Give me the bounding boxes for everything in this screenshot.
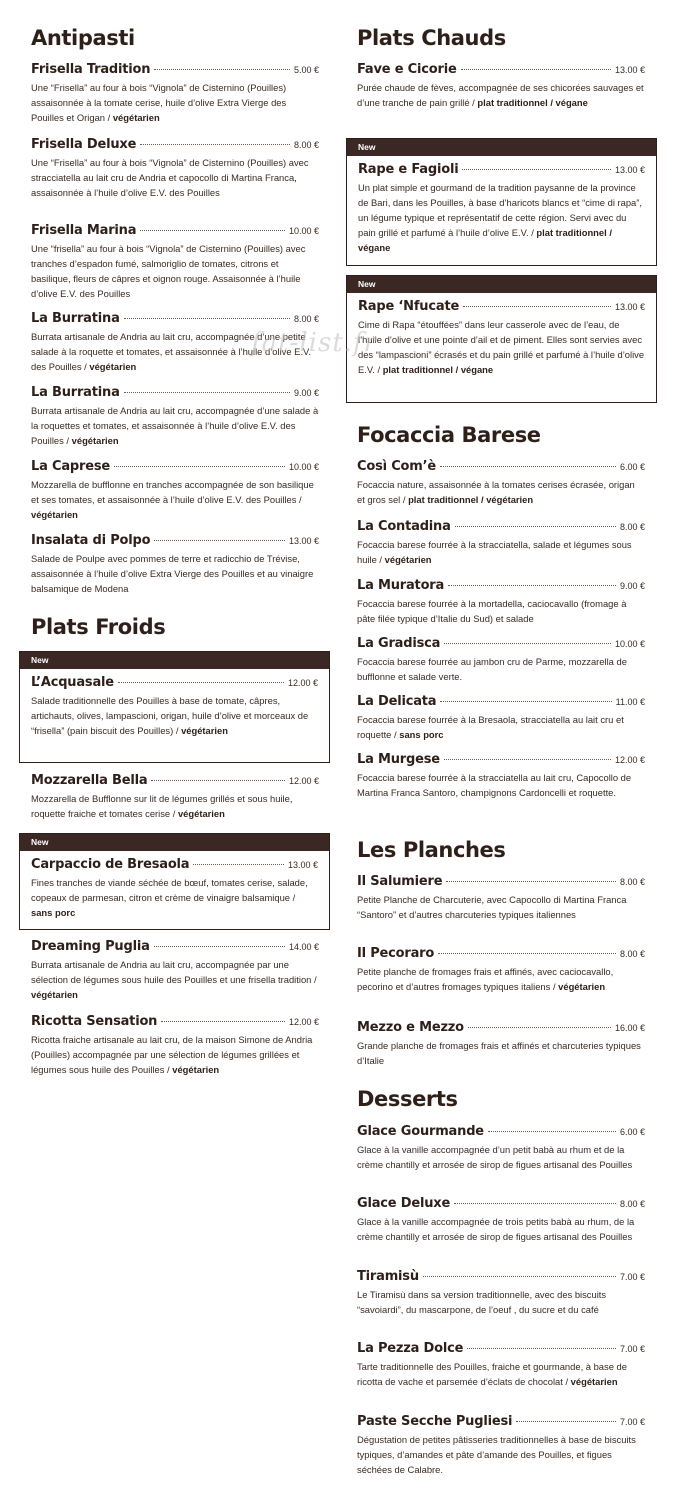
item-price: 8.00 €: [619, 877, 645, 887]
dot-leader: [440, 466, 616, 467]
menu-item: [31, 533, 319, 596]
menu-item: [357, 694, 645, 742]
menu-item: [357, 946, 645, 994]
item-name: La Gradisca: [357, 636, 441, 651]
menu-item: [31, 675, 318, 738]
item-price: 12.00 €: [288, 776, 319, 786]
dot-leader: [461, 69, 611, 70]
menu-item: [357, 752, 645, 800]
menu-item: [358, 162, 645, 255]
item-price: 14.00 €: [288, 942, 319, 952]
item-name: Carpaccio de Bresaola: [31, 857, 190, 872]
item-tag: végétarien: [558, 981, 606, 992]
item-price: 9.00 €: [619, 581, 645, 591]
menu-item: [31, 137, 319, 200]
dot-leader: [467, 1348, 616, 1349]
item-name: La Delicata: [357, 694, 437, 709]
dot-leader: [468, 1027, 611, 1028]
menu-item: [357, 1020, 645, 1068]
item-price: 5.00 €: [293, 65, 319, 75]
menu-item: [357, 459, 645, 507]
item-price: 8.00 €: [619, 949, 645, 959]
item-description: Salade traditionnelle des Pouilles à base de tomate, câpres, artichauts, olives, lampascioni, origan, huile d’olive et morceaux de “frisella” (pain biscuit des Pouilles) / végétarien: [31, 695, 309, 736]
item-name: Tiramisù: [357, 1269, 419, 1284]
item-price: 13.00 €: [287, 860, 318, 870]
menu-item: [357, 1269, 645, 1317]
dot-leader: [118, 682, 284, 683]
menu-item: [31, 223, 319, 301]
dot-leader: [140, 144, 290, 145]
item-description: Burrata artisanale de Andria au lait cru, accompagnée par une sélection de légumes sous huile des Pouilles et une frisella tradition / végétarien: [31, 959, 317, 1000]
item-description: Un plat simple et gourmand de la tradition paysanne de la province de Bari, dans les Pouilles, à base d’haricots blancs et “cime di rapa”, un légume typique et représentatif de cette région. Servi avec du pain grillé et parfumé à l’huile d’olive E.V. / plat traditionnel / végane: [358, 182, 642, 253]
item-description: Focaccia barese fourrée au jambon cru de Parme, mozzarella de bufflonne et salade verte.: [357, 656, 627, 682]
item-description: Ricotta fraiche artisanale au lait cru, de la maison Simone de Andria (Pouilles) accompagnée par une sélection de légumes grillées et légumes sous huile des Pouilles / végétarien: [31, 1034, 313, 1075]
dot-leader: [114, 466, 285, 467]
item-tag: plat traditionnel / végétarien: [408, 494, 534, 505]
item-price: 13.00 €: [288, 536, 319, 546]
item-tag: végétarien: [172, 1064, 220, 1075]
item-tag: végétarien: [181, 725, 228, 736]
menu-item: [31, 459, 319, 522]
item-description: Le Tiramisù dans sa version traditionnelle, avec des biscuits “savoiardi”, du mascarpone, de l’oeuf , du sucre et du café: [357, 1289, 607, 1315]
menu-item: [31, 311, 319, 374]
menu-item: [31, 1014, 319, 1077]
item-description: Une “Frisella” au four à bois “Vignola” de Cisternino (Pouilles) avec stracciatella au lait cru de Andria et capocollo di Martina Franca, assaisonnée à l’huile d’olive E.V. des Pouilles: [31, 157, 309, 198]
item-price: 6.00 €: [619, 1127, 645, 1137]
item-name: Insalata di Polpo: [31, 533, 151, 548]
item-name: Il Pecoraro: [357, 946, 435, 961]
dot-leader: [124, 318, 290, 319]
item-price: 12.00 €: [288, 1017, 319, 1027]
item-name: La Pezza Dolce: [357, 1341, 464, 1356]
item-name: Fave e Cicorie: [357, 62, 457, 77]
item-name: La Murgese: [357, 752, 440, 767]
item-description: Petite Planche de Charcuterie, avec Capocollo di Martina Franca “Santoro” et d’autres charcuteries typiques italiennes: [357, 894, 627, 920]
item-description: Cime di Rapa “étouffées” dans leur casserole avec de l’eau, de l’huile d’olive et une pointe d’ail et de piment. Elles sont servies avec des “lampascioni” écrasés et du pain grillé et parfumé à l’huile d’olive E.V. / plat traditionnel / végane: [358, 319, 645, 375]
dot-leader: [454, 1203, 616, 1204]
item-tag: plat traditionnel / végane: [477, 97, 588, 108]
item-description: Burrata artisanale de Andria au lait cru, accompagnée d’une petite salade à la roquette et tomates, et assaisonnée à l’huile d’olive E.V. des Pouilles / végétarien: [31, 331, 312, 372]
section-title-antipasti: Antipasti: [31, 26, 135, 50]
item-price: 11.00 €: [615, 697, 645, 707]
item-price: 9.00 €: [293, 388, 319, 398]
dot-leader: [124, 392, 290, 393]
item-name: Dreaming Puglia: [31, 939, 150, 954]
dot-leader: [438, 953, 616, 954]
new-item-box: [346, 275, 657, 403]
item-tag: végétarien: [112, 112, 160, 123]
item-tag: végétarien: [570, 1376, 618, 1387]
dot-leader: [154, 946, 285, 947]
item-name: Frisella Tradition: [31, 62, 151, 77]
item-tag: végétarien: [71, 435, 119, 446]
item-description: Petite planche de fromages frais et affinés, avec caciocavallo, pecorino et d’autres fromages typiques italiens / végétarien: [357, 966, 614, 992]
item-price: 6.00 €: [619, 462, 645, 472]
item-name: Glace Deluxe: [357, 1196, 451, 1211]
item-tag: plat traditionnel / végane: [358, 227, 612, 253]
menu-item: [358, 299, 645, 377]
item-name: Frisella Marina: [31, 223, 137, 238]
item-price: 7.00 €: [619, 1344, 645, 1354]
item-tag: sans porc: [31, 907, 76, 918]
item-price: 13.00 €: [614, 65, 645, 75]
dot-leader: [423, 1276, 616, 1277]
item-description: Glace à la vanille accompagnée d’un petit babà au rhum et de la crème chantilly et arrosée de sirop de figues artisanal des Pouilles: [357, 1144, 633, 1170]
menu-item: [31, 857, 318, 920]
dot-leader: [462, 169, 610, 170]
item-description: Fines tranches de viande séchée de bœuf, tomates cerise, salade, copeaux de parmesan, citron et crème de vinaigre balsamique / sans porc: [31, 877, 308, 918]
dot-leader: [448, 585, 616, 586]
dot-leader: [161, 1021, 285, 1022]
dot-leader: [444, 643, 611, 644]
section-title-plats-froids: Plats Froids: [31, 615, 166, 639]
item-description: Salade de Poulpe avec pommes de terre et radicchio de Trévise, assaisonnée à l’huile d’olive Extra Vierge des Pouilles et au vinaigre balsamique de Modena: [31, 553, 314, 594]
dot-leader: [140, 230, 285, 231]
item-name: Il Salumiere: [357, 874, 443, 889]
item-price: 12.00 €: [614, 755, 645, 765]
item-name: Glace Gourmande: [357, 1124, 484, 1139]
menu-item: [357, 636, 645, 684]
item-name: Così Com’è: [357, 459, 436, 474]
menu-item: [357, 1196, 645, 1244]
new-item-box: [346, 138, 657, 266]
dot-leader: [154, 69, 290, 70]
item-description: Focaccia nature, assaisonnée à la tomates cerises écrasée, origan et gros sel / plat traditionnel / végétarien: [357, 479, 635, 505]
section-title-focaccia: Focaccia Barese: [357, 423, 541, 447]
new-badge: New: [20, 834, 329, 851]
item-price: 10.00 €: [614, 639, 645, 649]
watermark: fat-list.fr: [251, 328, 378, 358]
item-description: Une “frisella” au four à bois “Vignola” de Cisternino (Pouilles) avec tranches d’espadon fumé, salmoriglio de tomates, citrons et basilique, fleurs de câpres et oignon rouge. Assaisonnée à l’huile d’olive E.V. des Pouilles: [31, 243, 306, 299]
dot-leader: [154, 540, 285, 541]
item-description: Une “Frisella” au four à bois “Vignola” de Cisternino (Pouilles) assaisonnée à la tomate cerise, huile d’olive Extra Vierge des Pouilles et Origan / végétarien: [31, 82, 287, 123]
item-tag: végétarien: [177, 808, 225, 819]
item-name: Rape ‘Nfucate: [358, 299, 460, 314]
item-tag: sans porc: [399, 729, 444, 740]
item-description: Focaccia barese fourrée à la stracciatella, salade et légumes sous huile / végétarien: [357, 539, 632, 565]
item-name: Rape e Fagioli: [358, 162, 459, 177]
dot-leader: [488, 1131, 616, 1132]
item-price: 8.00 €: [619, 522, 645, 532]
item-price: 13.00 €: [614, 302, 645, 312]
item-price: 8.00 €: [293, 140, 319, 150]
item-name: La Burratina: [31, 385, 120, 400]
item-name: La Muratora: [357, 578, 445, 593]
item-price: 7.00 €: [619, 1417, 645, 1427]
menu-item: [357, 1341, 645, 1389]
dot-leader: [516, 1421, 616, 1422]
menu-item: [357, 578, 645, 626]
item-description: Grande planche de fromages frais et affinés et charcuteries typiques d’Italie: [357, 1040, 641, 1066]
item-tag: végétarien: [384, 554, 432, 565]
item-description: Focaccia barese fourrée à la Bresaola, stracciatella au lait cru et roquette / sans porc: [357, 714, 624, 740]
item-tag: végétarien: [31, 509, 78, 520]
section-title-desserts: Desserts: [357, 1087, 458, 1111]
new-item-box: [19, 651, 330, 763]
item-name: Mezzo e Mezzo: [357, 1020, 464, 1035]
item-tag: plat traditionnel / végane: [382, 364, 494, 375]
section-title-plats-chauds: Plats Chauds: [357, 26, 506, 50]
dot-leader: [440, 701, 611, 702]
new-badge: New: [20, 652, 329, 669]
item-description: Mozzarella de Bufflonne sur lit de légumes grillés et sous huile, roquette fraiche et tomates cerise / végétarien: [31, 793, 293, 819]
new-badge: New: [347, 276, 656, 293]
item-description: Purée chaude de fèves, accompagnée de ses chicorées sauvages et d’une tranche de pain grillé / plat traditionnel / végane: [357, 82, 644, 108]
item-price: 7.00 €: [619, 1272, 645, 1282]
menu-item: [31, 62, 319, 125]
dot-leader: [444, 759, 611, 760]
item-tag: végétarien: [31, 989, 78, 1000]
item-description: Dégustation de petites pâtisseries traditionnelles à base de biscuits typiques, d’amandes et pâte d’amande des Pouilles, et figues séchées de Calabre.: [357, 1434, 636, 1475]
item-description: Burrata artisanale de Andria au lait cru, accompagnée d’une salade à la roquettes et tomates, et assaisonnée à l’huile d’olive E.V. des Pouilles / végétarien: [31, 405, 319, 446]
item-description: Tarte traditionnelle des Pouilles, fraiche et gourmande, à base de ricotta de vache et parsemée d’éclats de chocolat / végétarien: [357, 1361, 627, 1387]
item-description: Mozzarella de bufflonne en tranches accompagnée de son basilique et ses tomates, et assaisonnée à l’huile d’olive E.V. des Pouilles / végétarien: [31, 479, 314, 520]
new-item-box: [19, 833, 330, 930]
menu-item: [357, 62, 645, 110]
menu-item: [31, 385, 319, 448]
item-name: La Burratina: [31, 311, 120, 326]
item-price: 10.00 €: [288, 462, 319, 472]
item-description: Glace à la vanille accompagnée de trois petits babà au rhum, de la crème chantilly et arrosée de sirop de figues artisanal des Pouilles: [357, 1216, 635, 1242]
menu-item: [31, 773, 319, 821]
menu-item: [31, 939, 319, 1002]
item-price: 12.00 €: [287, 678, 318, 688]
item-name: La Caprese: [31, 459, 110, 474]
dot-leader: [193, 864, 284, 865]
item-description: Focaccia barese fourrée à la mortadella, caciocavallo (fromage à pâte filée typique d’Italie du Sud) et salade: [357, 598, 627, 624]
item-name: Ricotta Sensation: [31, 1014, 158, 1029]
dot-leader: [463, 306, 611, 307]
item-price: 10.00 €: [288, 226, 319, 236]
item-name: L’Acquasale: [31, 675, 114, 690]
item-name: La Contadina: [357, 519, 451, 534]
item-price: 8.00 €: [293, 314, 319, 324]
item-price: 16.00 €: [614, 1023, 645, 1033]
dot-leader: [151, 780, 285, 781]
item-name: Frisella Deluxe: [31, 137, 137, 152]
section-title-planches: Les Planches: [357, 838, 506, 862]
item-name: Mozzarella Bella: [31, 773, 148, 788]
item-description: Focaccia barese fourrée à la stracciatella au lait cru, Capocollo de Martina Franca Santoro, champignons Cardoncelli et roquette.: [357, 772, 632, 798]
menu-item: [357, 519, 645, 567]
item-tag: végétarien: [89, 361, 137, 372]
menu-item: [357, 1124, 645, 1172]
menu-item: [357, 1414, 645, 1477]
new-badge: New: [347, 139, 656, 156]
menu-item: [357, 874, 645, 922]
item-name: Paste Secche Pugliesi: [357, 1414, 513, 1429]
dot-leader: [446, 881, 616, 882]
item-price: 13.00 €: [614, 165, 645, 175]
item-price: 8.00 €: [619, 1199, 645, 1209]
dot-leader: [455, 526, 616, 527]
